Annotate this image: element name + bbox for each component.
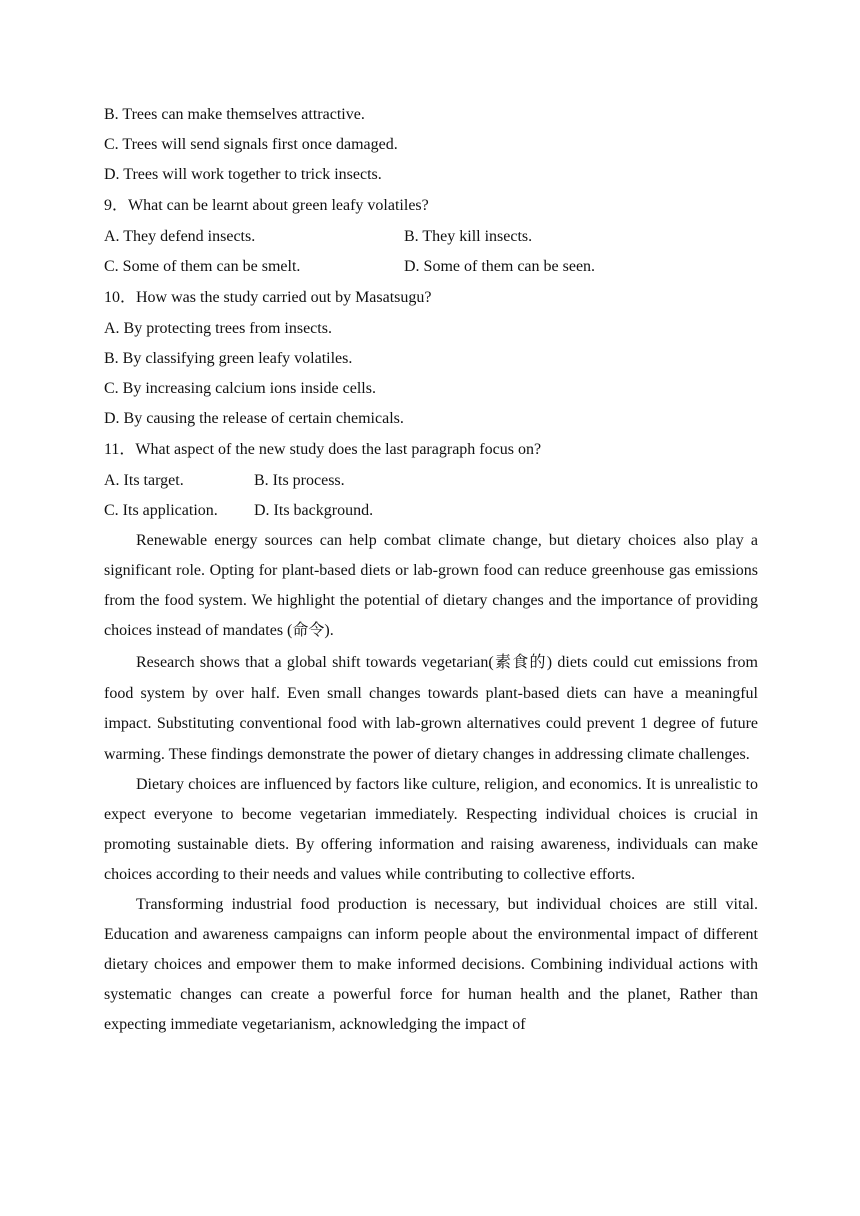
q8-option-b: B. Trees can make themselves attractive. xyxy=(104,106,365,123)
q9-options-row-2 xyxy=(104,252,758,282)
q10-option-c: C. By increasing calcium ions inside cells. xyxy=(104,380,376,397)
q8-option-c: C. Trees will send signals first once damaged. xyxy=(104,136,398,153)
q9-stem: 9．What can be learnt about green leafy volatiles? xyxy=(104,197,429,214)
q11-option-c: C. Its application. xyxy=(104,502,218,519)
q9-option-c: C. Some of them can be smelt. xyxy=(104,258,301,275)
passage-paragraph-1: Renewable energy sources can help combat climate change, but dietary choices also play a significant role. Opting for plant-based diets or lab-grown food can reduce greenhouse gas emissions from the food system. We highlight the potential of dietary changes and the importance of providing choices instead of mandates (命令). xyxy=(104,532,758,639)
q8-option-d: D. Trees will work together to trick insects. xyxy=(104,166,382,183)
q11-option-d: D. Its background. xyxy=(254,502,374,519)
passage-paragraph-4: Transforming industrial food production is necessary, but individual choices are still vital. Education and awareness campaigns can inform people about the environmental impact of different dietary choices and empower them to make informed decisions. Combining individual actions with systematic changes can create a powerful force for human health and the planet, Rather than expecting immediate vegetarianism, acknowledging the impact of xyxy=(104,896,758,1033)
q10-option-d: D. By causing the release of certain chemicals. xyxy=(104,410,404,427)
q9-options-row-1 xyxy=(104,222,758,252)
q11-options-row-2 xyxy=(104,496,758,526)
q10-option-b: B. By classifying green leafy volatiles. xyxy=(104,350,353,367)
q9-option-d: D. Some of them can be seen. xyxy=(404,258,596,275)
q10-stem: 10．How was the study carried out by Masatsugu? xyxy=(104,289,432,306)
passage-paragraph-2: Research shows that a global shift towards vegetarian(素食的) diets could cut emissions from food system by over half. Even small changes towards plant-based diets can have a meaningful impact. Substituting conventional food with lab-grown alternatives could prevent 1 degree of future warming. These findings demonstrate the power of dietary changes in addressing climate challenges. xyxy=(104,654,758,763)
q9-option-b: B. They kill insects. xyxy=(404,228,533,245)
q11-stem: 11．What aspect of the new study does the last paragraph focus on? xyxy=(104,441,542,458)
q11-option-b: B. Its process. xyxy=(254,472,345,489)
q9-option-a: A. They defend insects. xyxy=(104,228,256,245)
q11-options-row-1 xyxy=(104,466,758,496)
q10-option-a: A. By protecting trees from insects. xyxy=(104,320,332,337)
exam-page xyxy=(104,100,758,1040)
q11-option-a: A. Its target. xyxy=(104,472,184,489)
passage-paragraph-3: Dietary choices are influenced by factors like culture, religion, and economics. It is unrealistic to expect everyone to become vegetarian immediately. Respecting individual choices is crucial in promoting sustainable diets. By offering information and raising awareness, individuals can make choices according to their needs and values while contributing to collective efforts. xyxy=(104,776,758,883)
